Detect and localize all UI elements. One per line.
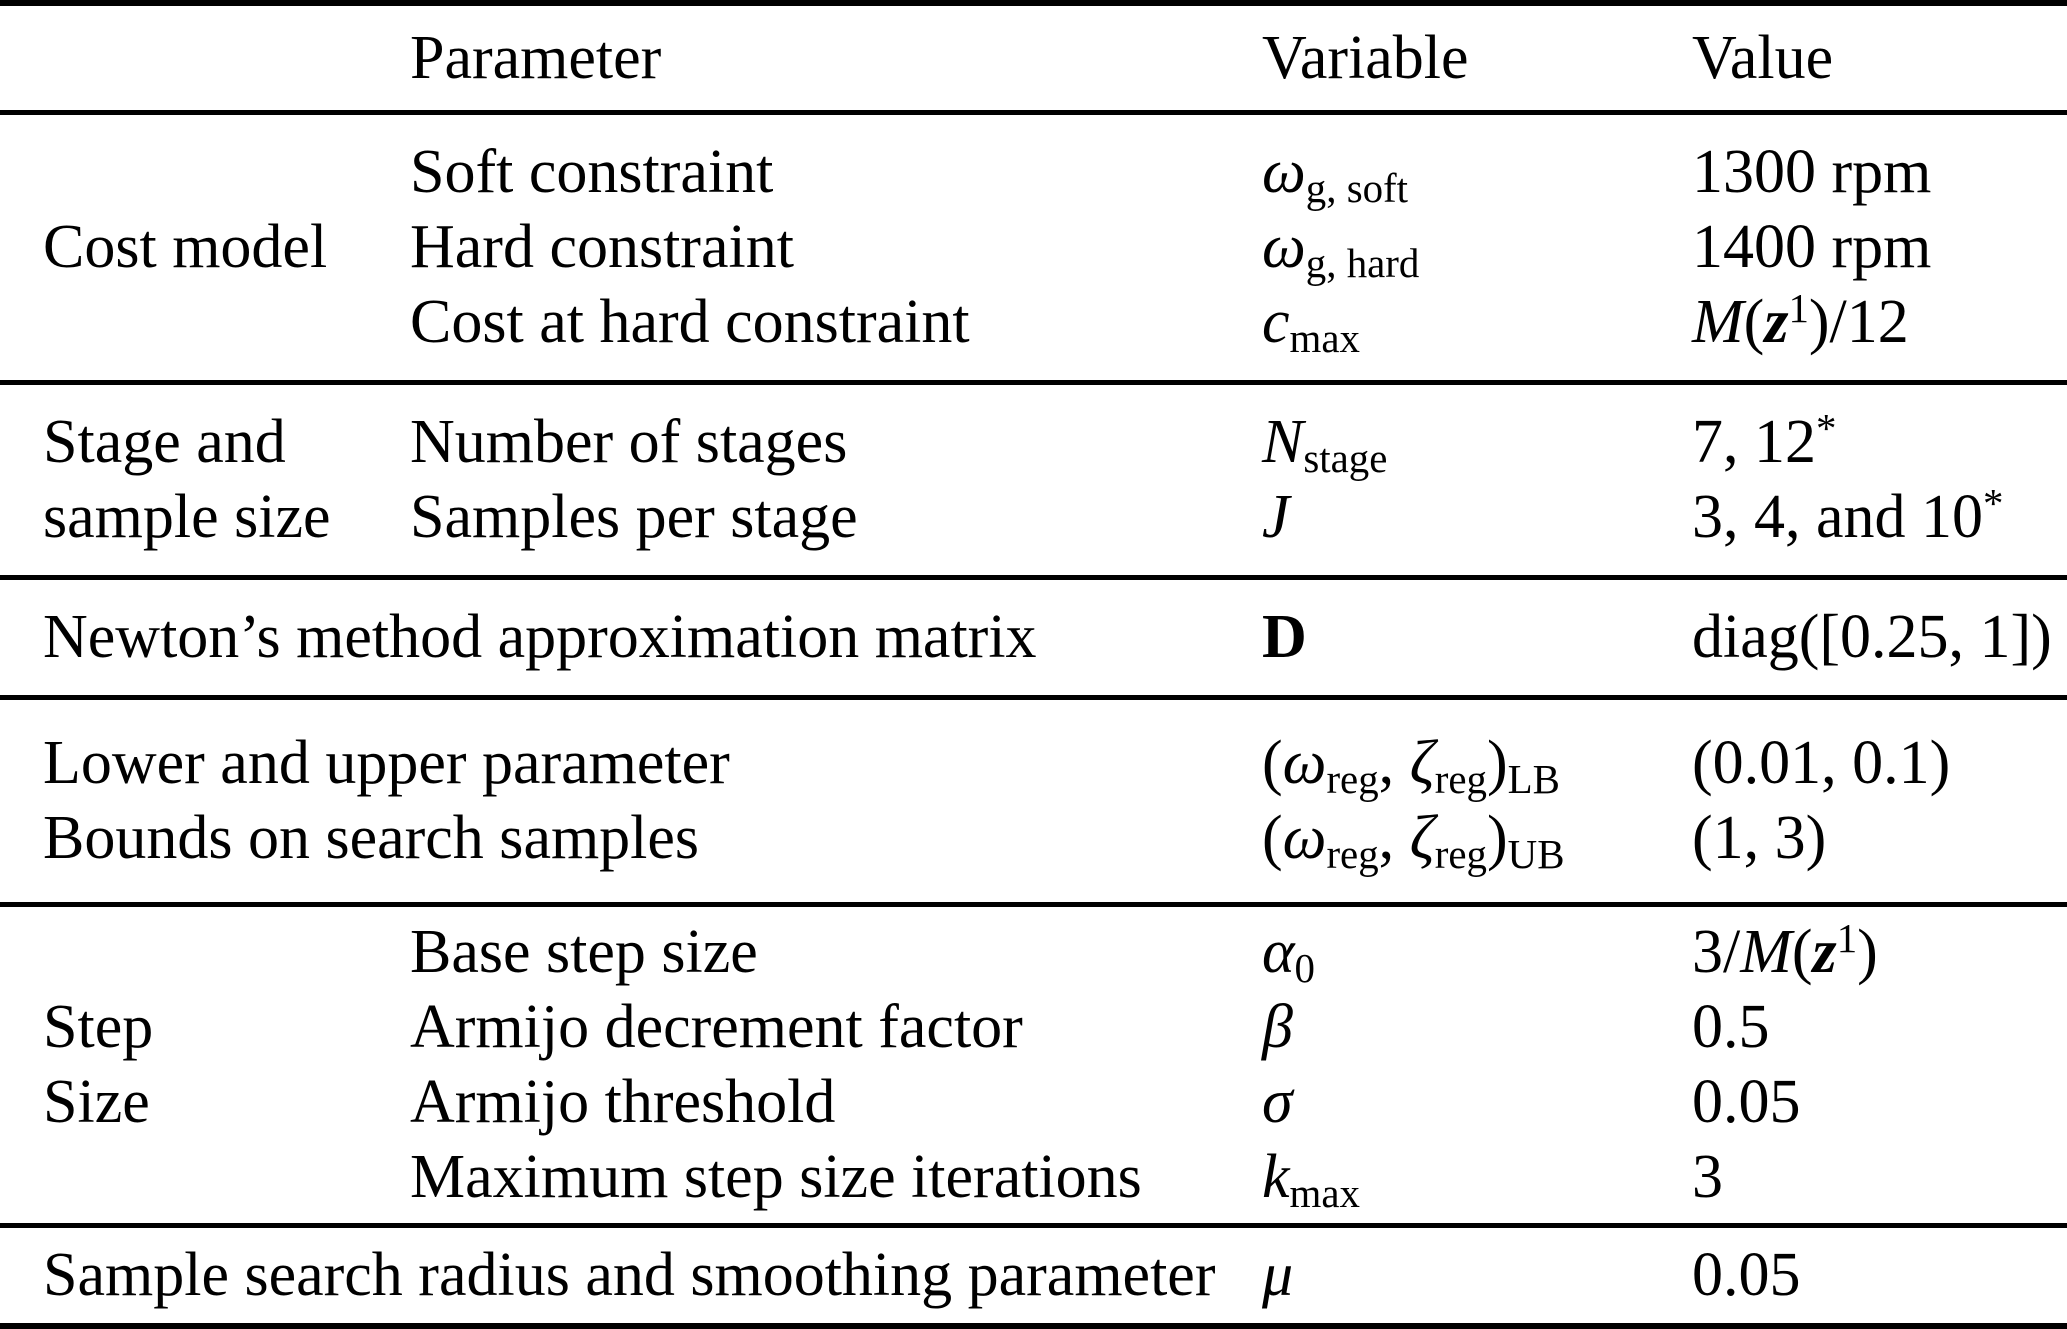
cell-variable: μ (1262, 1241, 1294, 1309)
cell-value: 0.05 (1692, 1068, 1801, 1136)
cell-variable: ($\omega_{reg}$, $\zeta_{reg})_{UB}$ (1262, 804, 1565, 878)
cell-value: (1, 3) (1692, 804, 1827, 872)
cell-value: 1400 rpm (1692, 213, 1932, 281)
cell-value: 0.5 (1692, 993, 1770, 1061)
group-label-line: Stage and (43, 408, 286, 476)
group-label-line: Cost model (43, 213, 328, 281)
cell-parameter: Samples per stage (410, 483, 858, 551)
cell-variable: $N_{stage}$ (1262, 408, 1388, 482)
cell-variable: $k_{max}$ (1262, 1143, 1360, 1217)
cell-value: $3/M(z^1)$ (1692, 916, 1878, 986)
cell-parameter: Newton’s method approximation matrix (43, 603, 1037, 671)
section-newton-matrix (0, 580, 2067, 695)
cell-parameter: Bounds on search samples (43, 804, 700, 872)
section-cost-model (0, 115, 2067, 380)
column-header-value: Value (1692, 24, 1834, 92)
cell-value: 1300 rpm (1692, 138, 1932, 206)
cell-value: (0.01, 0.1) (1692, 729, 1951, 797)
group-label-line: Size (43, 1068, 150, 1136)
group-label-stage-sample (43, 405, 410, 555)
cell-variable: $\omega_{g, soft}$ (1262, 138, 1409, 212)
cell-parameter: Base step size (410, 918, 758, 986)
cell-variable: $\omega_{g, hard}$ (1262, 213, 1420, 287)
section-stage-sample-size (0, 385, 2067, 575)
cell-parameter: Maximum step size iterations (410, 1143, 1142, 1211)
cell-variable: ($\omega_{reg}$, $\zeta_{reg})_{LB}$ (1262, 729, 1560, 803)
cell-variable: $\alpha_0$ (1262, 918, 1315, 992)
cell-parameter: Number of stages (410, 408, 848, 476)
cell-parameter: Hard constraint (410, 213, 794, 281)
cell-variable: J (1262, 483, 1290, 551)
cell-value: diag([0.25, 1]) (1692, 603, 2052, 671)
cell-variable: $c_{max}$ (1262, 288, 1360, 362)
cell-value: 0.05 (1692, 1241, 1801, 1309)
cell-parameter: Lower and upper parameter (43, 729, 730, 797)
cell-variable: D (1262, 603, 1307, 671)
group-label-line: sample size (43, 483, 331, 551)
group-label-cost-model (43, 210, 410, 285)
column-header-parameter: Parameter (410, 24, 662, 92)
section-step-size (0, 907, 2067, 1223)
column-header-variable: Variable (1262, 24, 1469, 92)
cell-parameter: Armijo decrement factor (410, 993, 1023, 1061)
cell-parameter: Cost at hard constraint (410, 288, 970, 356)
cell-parameter: Sample search radius and smoothing parameter (43, 1241, 1216, 1309)
cell-value: 3 (1692, 1143, 1723, 1211)
cell-value: 3, 4, and 10* (1692, 481, 2004, 551)
table-header-row (0, 6, 2067, 110)
cell-variable: σ (1262, 1068, 1293, 1136)
section-parameter-bounds (0, 700, 2067, 902)
cell-value: 7, 12* (1692, 406, 1837, 476)
group-label-step-size (43, 990, 410, 1140)
cell-variable: β (1262, 993, 1293, 1061)
cell-parameter: Armijo threshold (410, 1068, 836, 1136)
cell-parameter: Soft constraint (410, 138, 774, 206)
section-sample-search (0, 1228, 2067, 1323)
table-rule-bottom (0, 1323, 2067, 1329)
group-label-line: Step (43, 993, 154, 1061)
cell-value: $M(z^1)/12$ (1692, 286, 1909, 356)
